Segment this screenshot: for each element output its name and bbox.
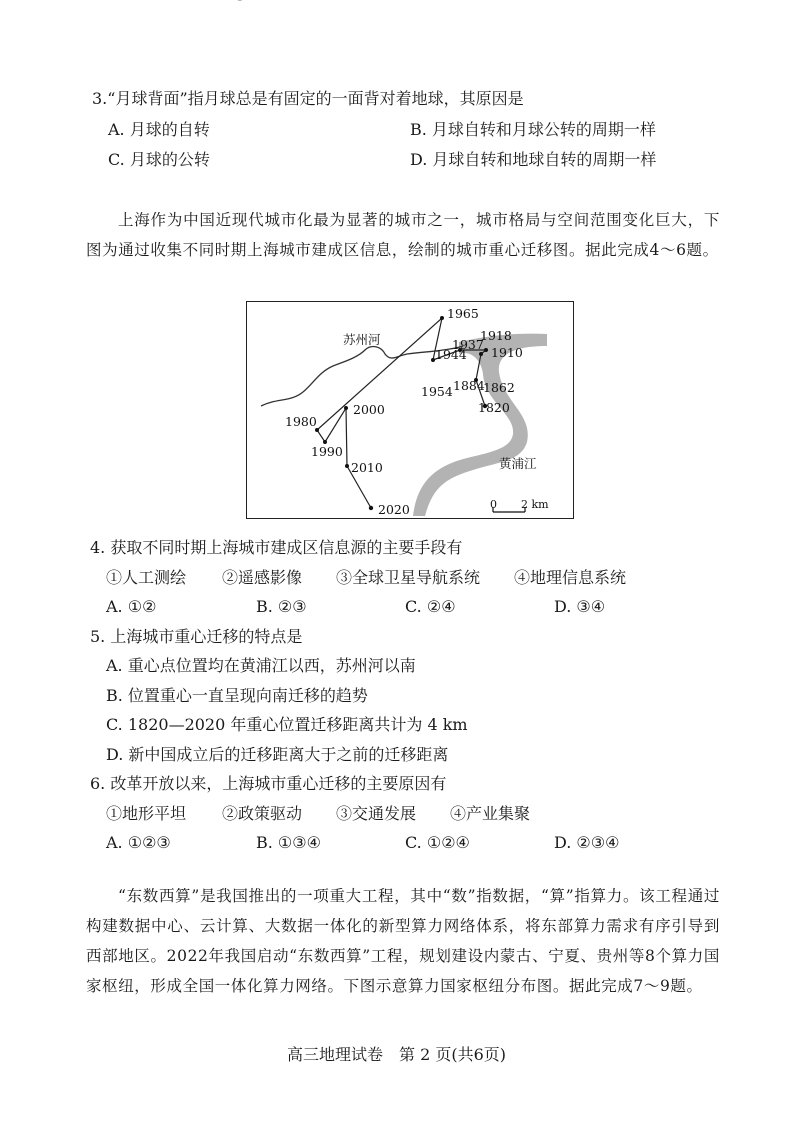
q5-option-d: D. 新中国成立后的迁移距离大于之前的迁移距离 — [106, 745, 449, 764]
q6-option-c: C. ①②④ — [405, 833, 470, 852]
label-2020: 2020 — [378, 502, 410, 517]
intro-7-9-text: “东数西算”是我国推出的一项重大工程，其中“数”指数据，“算”指算力。该工程通过构建数据中心、云计算、大数据一体化的新型算力网络体系，将东部算力需求有序引导到西部地区。2022年我国启动“东数西算”工程，规划建设内蒙古、宁夏、贵州等8个算力国家枢纽，形成全国一体化算力网络。下图示意算力国家枢纽分布图。据此完成7～9题。 — [86, 887, 720, 995]
label-2010: 2010 — [351, 460, 383, 475]
label-suzhou-creek: 苏州河 — [343, 332, 381, 347]
label-1918: 1918 — [480, 328, 512, 343]
label-1820: 1820 — [478, 400, 510, 415]
q3-stem: 3.“月球背面”指月球总是有固定的一面背对着地球，其原因是 — [92, 89, 524, 108]
q4-option-b: B. ②③ — [256, 597, 307, 616]
scale-bar — [490, 498, 549, 512]
q3-option-c: C. 月球的公转 — [108, 150, 210, 169]
q4-option-d: D. ③④ — [554, 597, 606, 616]
label-1937: 1937 — [452, 337, 484, 352]
q5-stem: 5. 上海城市重心迁移的特点是 — [90, 627, 303, 646]
q4-item-2: ②遥感影像 — [222, 568, 303, 587]
q3-option-a: A. 月球的自转 — [108, 120, 210, 139]
point-2010 — [345, 464, 349, 468]
q6-option-b: B. ①③④ — [256, 833, 321, 852]
q4-option-a: A. ①② — [106, 597, 157, 616]
intro-4-6-text: 上海作为中国近现代城市化最为显著的城市之一，城市格局与空间范围变化巨大，下图为通过收集不同时期上海城市建成区信息，绘制的城市重心迁移图。据此完成4～6题。 — [86, 211, 720, 259]
q6-item-2: ②政策驱动 — [222, 804, 303, 823]
center-migration-map — [246, 301, 574, 519]
label-huangpu-river: 黄浦江 — [499, 456, 537, 471]
label-1862: 1862 — [483, 380, 515, 395]
map-drawing — [247, 302, 573, 518]
q4-item-3: ③全球卫星导航系统 — [336, 568, 481, 587]
scale-zero: 0 — [490, 498, 497, 511]
intro-7-9 — [86, 881, 720, 1001]
label-2000: 2000 — [353, 402, 385, 417]
scale-label: 2 km — [521, 498, 549, 511]
point-1910 — [484, 348, 488, 352]
label-1954: 1954 — [421, 384, 453, 399]
q6-item-3: ③交通发展 — [336, 804, 417, 823]
q6-option-a: A. ①②③ — [106, 833, 171, 852]
q6-item-4: ④产业集聚 — [450, 804, 531, 823]
q6-option-d: D. ②③④ — [554, 833, 620, 852]
label-1990: 1990 — [311, 444, 343, 459]
q4-option-c: C. ②④ — [405, 597, 456, 616]
point-1884 — [479, 352, 483, 356]
q5-option-a: A. 重心点位置均在黄浦江以西，苏州河以南 — [106, 656, 416, 675]
point-1965 — [440, 316, 444, 320]
q5-option-c: C. 1820—2020 年重心位置迁移距离共计为 4 km — [106, 715, 468, 734]
q3-option-b: B. 月球自转和月球公转的周期一样 — [410, 120, 656, 139]
label-1944: 1944 — [435, 347, 467, 362]
q4-stem: 4. 获取不同时期上海城市建成区信息源的主要手段有 — [90, 538, 463, 557]
q5-option-b: B. 位置重心一直呈现向南迁移的趋势 — [106, 686, 368, 705]
q6-stem: 6. 改革开放以来，上海城市重心迁移的主要原因有 — [90, 774, 447, 793]
intro-4-6 — [86, 205, 720, 265]
label-1965: 1965 — [447, 306, 479, 321]
q4-item-1: ①人工测绘 — [106, 568, 187, 587]
scan-mark — [232, 0, 246, 6]
point-2000 — [344, 406, 348, 410]
label-1884: 1884 — [453, 378, 485, 393]
label-1910: 1910 — [491, 345, 523, 360]
q4-item-4: ④地理信息系统 — [514, 568, 627, 587]
point-2020 — [369, 506, 373, 510]
q6-item-1: ①地形平坦 — [106, 804, 187, 823]
q3-option-d: D. 月球自转和地球自转的周期一样 — [410, 150, 657, 169]
page-footer: 高三地理试卷 第 2 页(共6页) — [286, 1045, 507, 1064]
label-1980: 1980 — [285, 414, 317, 429]
